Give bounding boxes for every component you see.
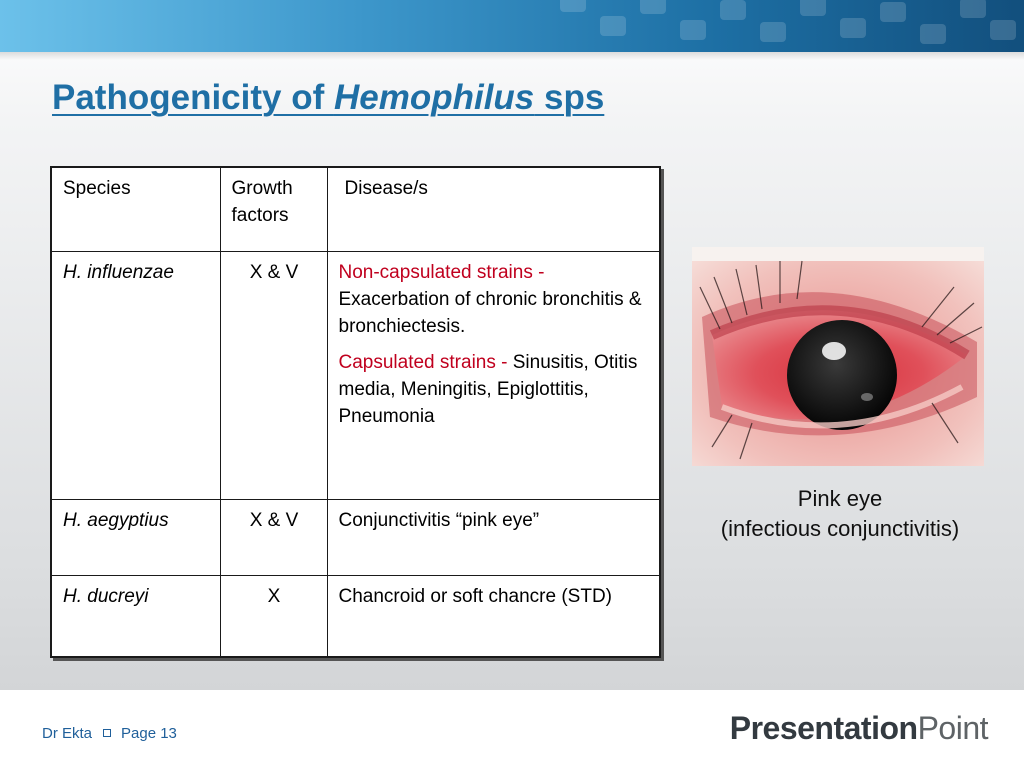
- footer-info: [42, 725, 177, 742]
- image-caption: [690, 484, 990, 544]
- title-genus: Hemophilus: [333, 78, 535, 117]
- disease-cell: Conjunctivitis “pink eye”: [327, 499, 660, 575]
- square-bullet-icon: [103, 729, 111, 737]
- logo-text-light: Point: [917, 710, 988, 746]
- disease-cell: Chancroid or soft chancre (STD): [327, 575, 660, 657]
- strain-label: Non-capsulated strains -: [338, 261, 545, 283]
- disease-cell: [327, 251, 660, 499]
- disease-paragraph: [339, 259, 650, 340]
- table-row: [51, 499, 660, 575]
- caption-line-1: Pink eye: [797, 486, 883, 511]
- header-disease-label: Disease/s: [344, 178, 428, 199]
- strain-label: Capsulated strains -: [338, 351, 513, 373]
- header-species: Species: [51, 167, 220, 251]
- title-text: Pathogenicity of: [52, 78, 334, 117]
- footer-page-number: Page 13: [121, 725, 177, 742]
- growth-cell: X & V: [220, 499, 327, 575]
- table-row: [51, 575, 660, 657]
- top-banner: [0, 0, 1024, 52]
- pink-eye-photo: [692, 247, 984, 466]
- header-disease: [327, 167, 660, 251]
- table-row: [51, 251, 660, 499]
- pathogenicity-table: [50, 166, 661, 658]
- presentationpoint-logo: [730, 710, 988, 747]
- footer-author: Dr Ekta: [42, 725, 93, 742]
- species-cell: H. ducreyi: [51, 575, 220, 657]
- species-cell: H. influenzae: [51, 251, 220, 499]
- caption-line-2: (infectious conjunctivitis): [720, 516, 960, 541]
- table-header-row: [51, 167, 660, 251]
- header-growth-factors: Growth factors: [220, 167, 327, 251]
- species-cell: H. aegyptius: [51, 499, 220, 575]
- eye-illustration: [692, 247, 984, 466]
- slide-title: [52, 78, 604, 118]
- banner-shadow: [0, 52, 1024, 60]
- disease-text: Exacerbation of chronic bronchitis & bronchiectesis.: [338, 288, 642, 337]
- growth-cell: X & V: [220, 251, 327, 499]
- logo-text-bold: Presentation: [729, 710, 918, 746]
- growth-cell: X: [220, 575, 327, 657]
- disease-text: Sinusitis, Otitis media, Meningitis, Epiglottitis, Pneumonia: [338, 351, 638, 427]
- title-suffix: sps: [534, 78, 605, 117]
- disease-paragraph: [339, 349, 650, 430]
